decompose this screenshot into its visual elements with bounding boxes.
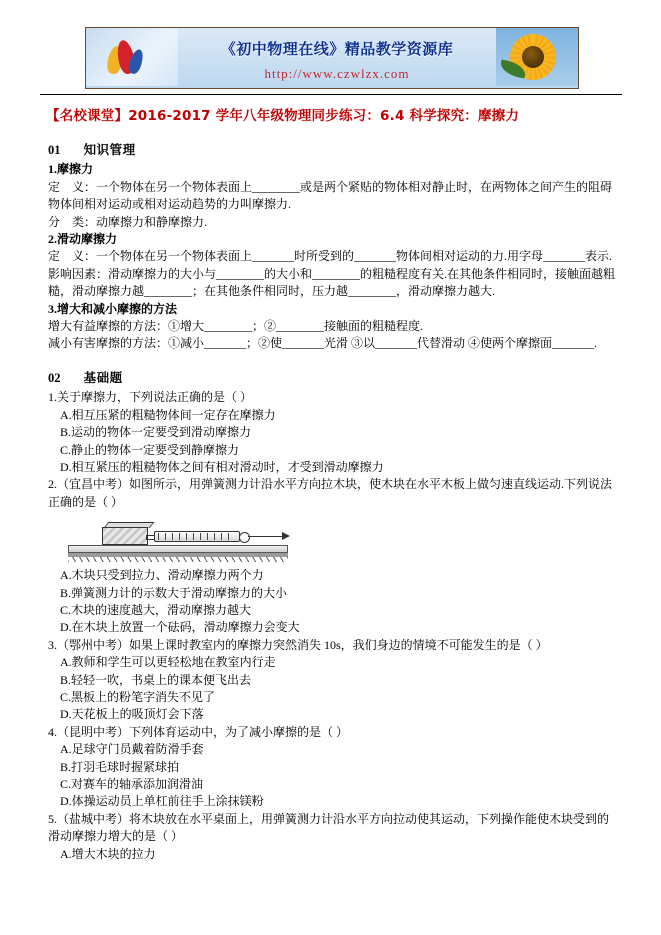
knowledge-item: 减小有害摩擦的方法：①减小_______；②使_______光滑 ③以_______代替滑动 ④使两个摩擦面_______. xyxy=(48,336,598,351)
knowledge-item: 定 义：一个物体在另一个物体表面上_______时所受到的_______物体间相对运动的力.用字母_______表示. xyxy=(48,249,613,264)
page-title: 【名校课堂】2016-2017 学年八年级物理同步练习：6.4 科学探究：摩擦力 xyxy=(46,108,520,124)
spring-scale-figure xyxy=(48,517,618,561)
question-option: A.足球守门员戴着防滑手套 xyxy=(60,742,204,757)
question-option: C.静止的物体一定要受到静摩擦力 xyxy=(60,442,240,457)
question-option: D.在木块上放置一个砝码，滑动摩擦力会变大 xyxy=(60,620,300,635)
section-heading-01 xyxy=(48,142,618,159)
question-option: B.弹簧测力计的示数大于滑动摩擦力的大小 xyxy=(60,585,288,600)
question-option: D.天花板上的吸顶灯会下落 xyxy=(60,707,204,722)
document-body xyxy=(48,134,618,863)
question-option: B.打羽毛球时握紧球拍 xyxy=(60,759,180,774)
section-number: 02 xyxy=(48,370,61,385)
wooden-block xyxy=(102,527,148,545)
pull-force-line xyxy=(248,536,284,537)
knowledge-item: 定 义：一个物体在另一个物体表面上________或是两个紧贴的物体相对静止时，在两物体之间产生的阻碍物体间相对运动或相对运动趋势的力叫摩擦力. xyxy=(48,179,613,212)
swoosh-logo-icon xyxy=(108,40,148,76)
header-divider xyxy=(40,94,622,95)
question-option: C.对赛车的轴承添加润滑油 xyxy=(60,777,204,791)
ground-hatching xyxy=(68,557,288,562)
knowledge-item: 3.增大和减小摩擦的方法 xyxy=(48,301,178,316)
question-stem: 3.（鄂州中考）如果上课时教室内的摩擦力突然消失 10s，我们身边的情境不可能发生的是（ ） xyxy=(48,637,548,652)
question-stem: 1.关于摩擦力，下列说法正确的是（ ） xyxy=(48,390,253,405)
question-option: A.教师和学生可以更轻松地在教室内行走 xyxy=(60,655,276,670)
knowledge-item: 影响因素：滑动摩擦力的大小与________的大小和________的粗糙程度有关.在其他条件相同时，接触面越粗糙，滑动摩擦力越________；在其他条件相同时，压力越________，滑动摩擦力越大. xyxy=(48,266,616,299)
banner-text-area xyxy=(178,28,496,86)
question-option: B.轻轻一吹，书桌上的课本便飞出去 xyxy=(60,672,252,687)
banner-logo-area xyxy=(86,28,178,86)
question-option: A.相互压紧的粗糙物体间一定存在摩擦力 xyxy=(60,407,276,422)
question-stem: 4.（昆明中考）下列体育运动中，为了减小摩擦的是（ ） xyxy=(48,724,349,739)
question-option: D.体操运动员上单杠前往手上涂抹镁粉 xyxy=(60,794,264,809)
question-stem: 2.（宜昌中考）如图所示，用弹簧测力计沿水平方向拉木块，使木块在水平木板上做匀速直线运动.下列说法正确的是（ ） xyxy=(48,477,613,509)
question-stem: 5.（盐城中考）将木块放在水平桌面上，用弹簧测力计沿水平方向拉动使其运动，下列操作能使木块受到的滑动摩擦力增大的是（ ） xyxy=(48,811,610,844)
knowledge-item: 2.滑动摩擦力 xyxy=(48,232,118,247)
spring-scale-ring xyxy=(239,532,250,543)
question-option: B.运动的物体一定要受到滑动摩擦力 xyxy=(60,425,252,440)
question-option: A.木块只受到拉力、滑动摩擦力两个力 xyxy=(60,568,264,583)
banner-title: 《初中物理在线》精品教学资源库 xyxy=(220,40,454,58)
banner-image-area xyxy=(496,28,578,86)
question-option: A.增大木块的拉力 xyxy=(60,846,156,861)
wooden-board xyxy=(68,545,288,553)
knowledge-item: 分 类：动摩擦力和静摩擦力. xyxy=(48,214,208,229)
pull-force-arrow-icon xyxy=(282,532,290,540)
knowledge-item: 增大有益摩擦的方法：①增大________；②________接触面的粗糙程度. xyxy=(48,319,424,334)
question-option: D.相互紧压的粗糙物体之间有相对滑动时，才受到滑动摩擦力 xyxy=(60,459,384,474)
section-title: 基础题 xyxy=(83,370,123,385)
spring-scale-ticks xyxy=(158,533,232,540)
section-title: 知识管理 xyxy=(83,143,136,157)
question-option: C.木块的速度越大，滑动摩擦力越大 xyxy=(60,602,252,617)
question-option: C.黑板上的粉笔字消失不见了 xyxy=(60,689,216,704)
section-heading-02 xyxy=(48,370,618,387)
knowledge-item: 1.摩擦力 xyxy=(48,162,94,177)
banner-url[interactable]: http://www.czwlzx.com xyxy=(264,66,410,81)
section-number: 01 xyxy=(48,143,61,157)
site-banner xyxy=(85,27,579,89)
